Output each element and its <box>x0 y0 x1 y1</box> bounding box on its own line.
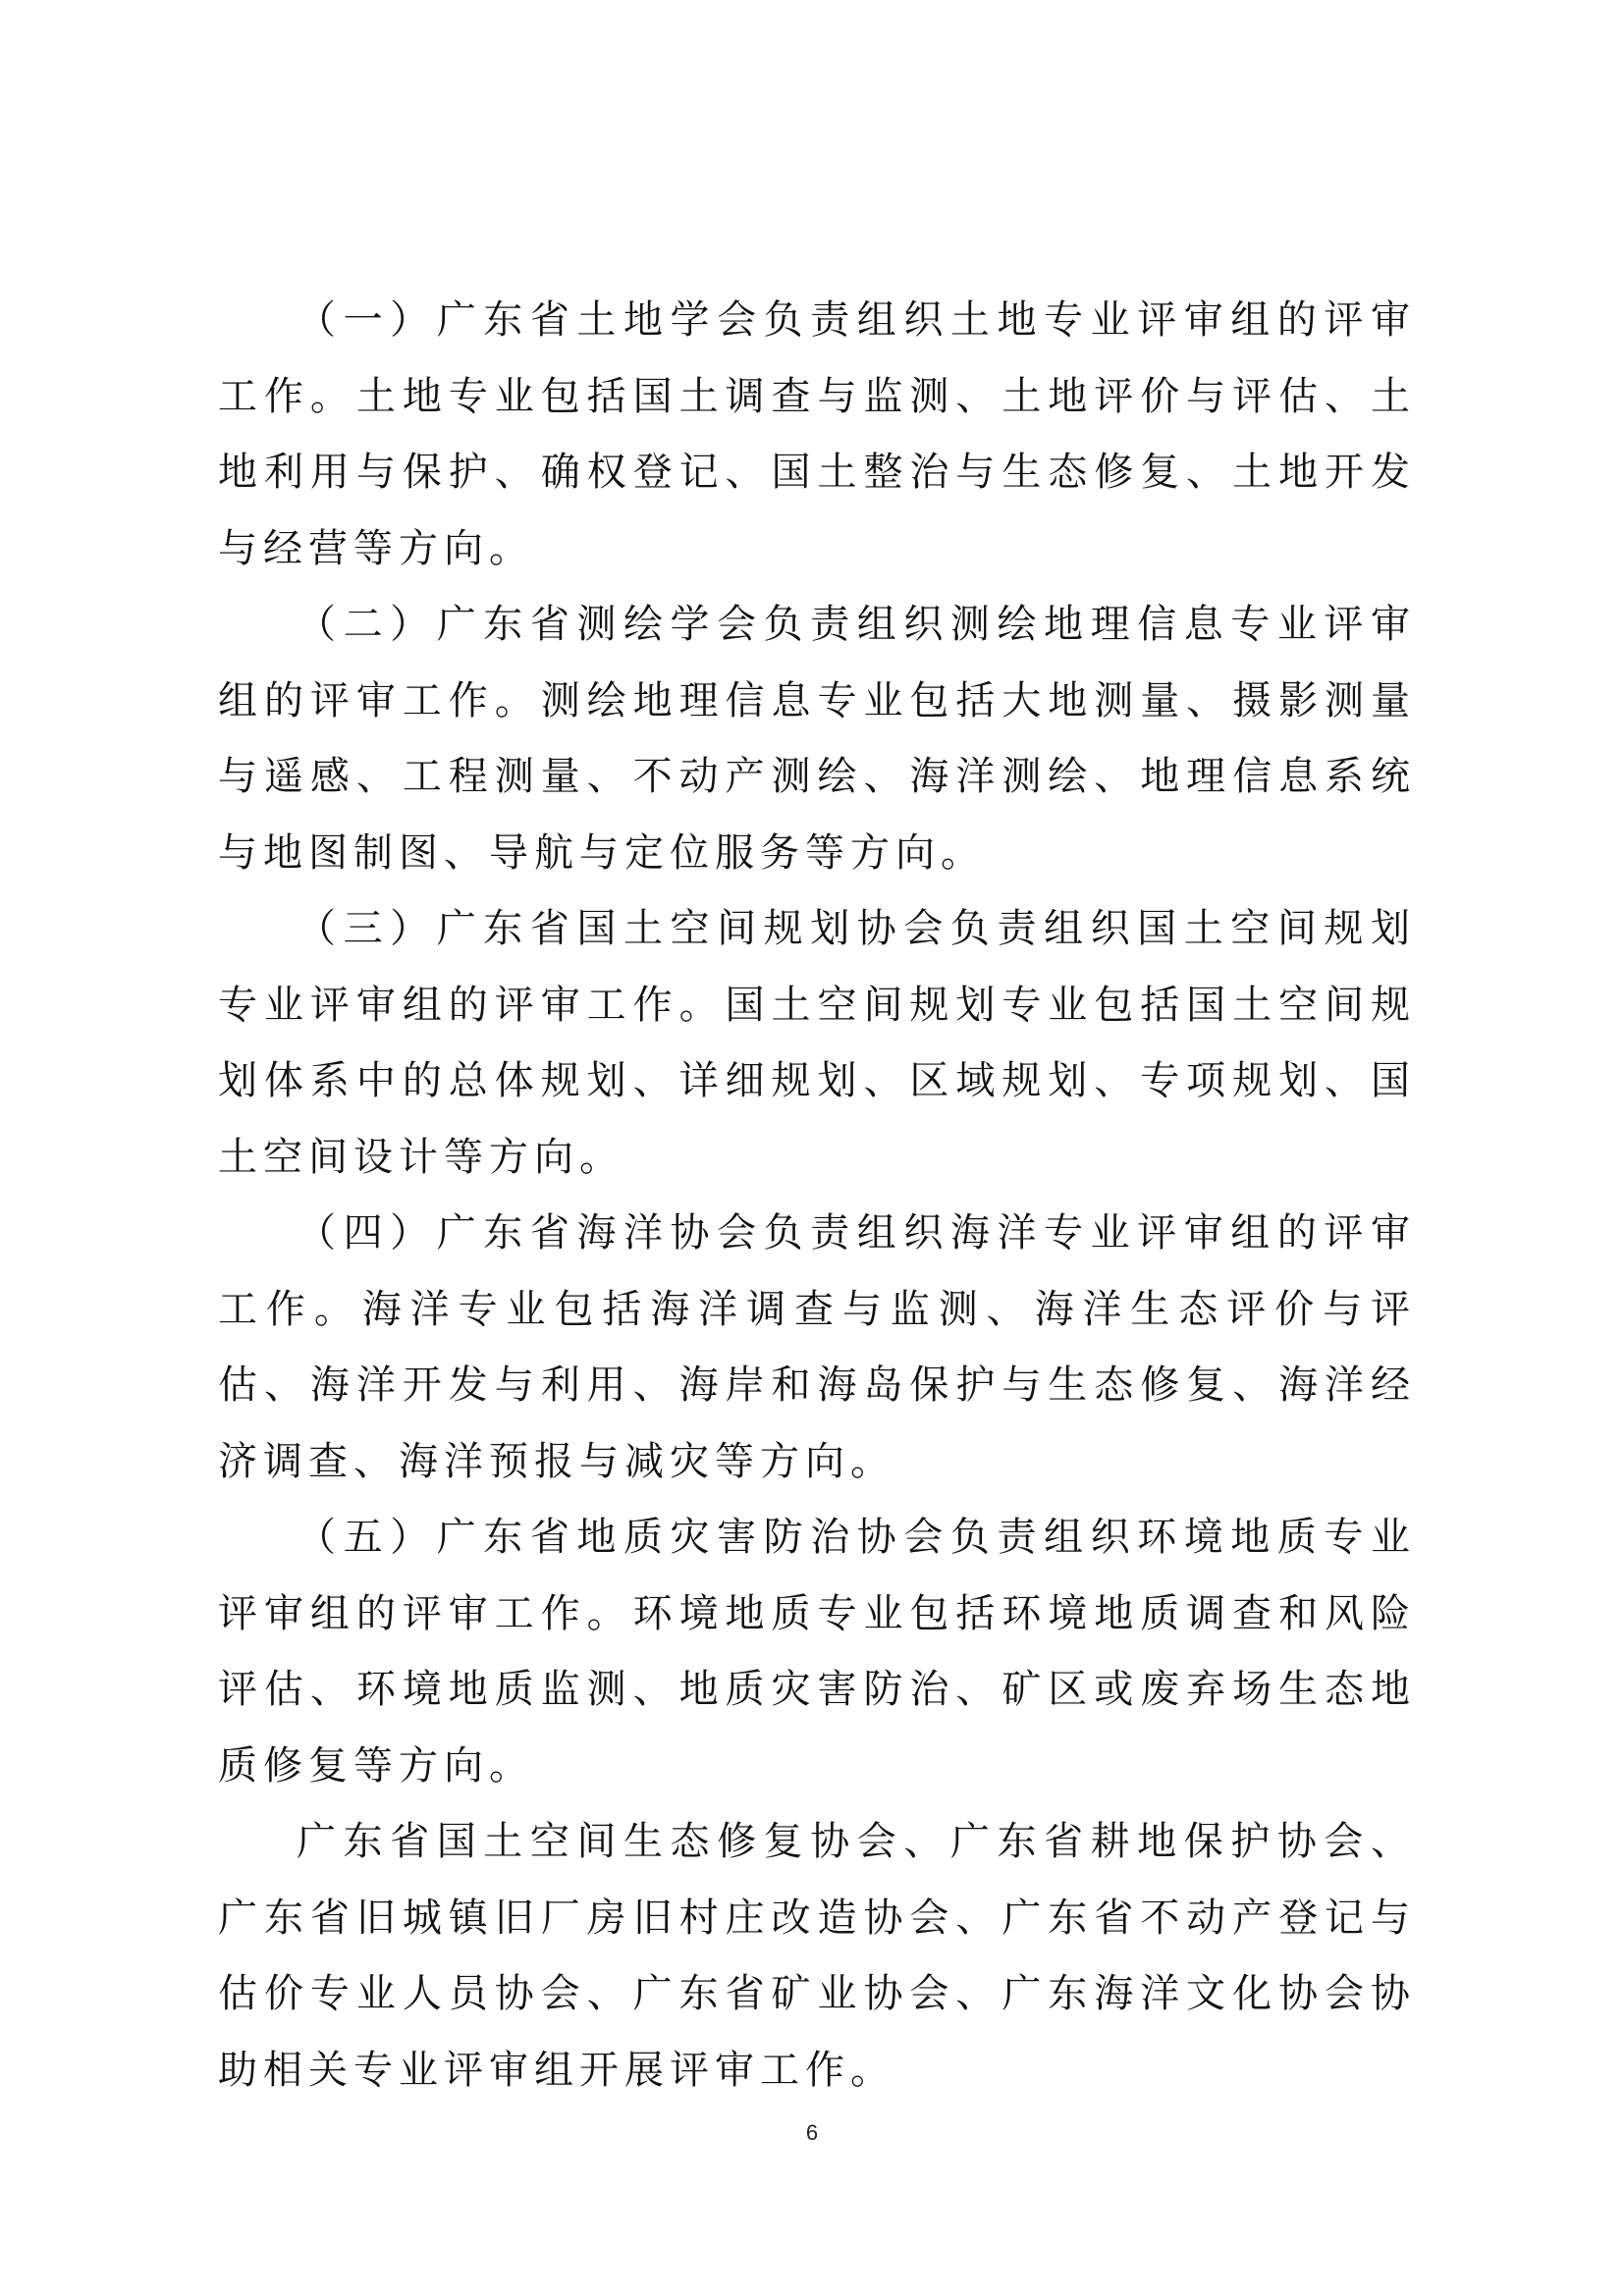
paragraph-spatial-planning-review-group: （三）广东省国土空间规划协会负责组织国土空间规划专业评审组的评审工作。国土空间规划专业包括国土空间规划体系中的总体规划、详细规划、区域规划、专项规划、国土空间设计等方向。 <box>218 906 1416 1180</box>
paragraph-assisting-associations: 广东省国土空间生态修复协会、广东省耕地保护协会、广东省旧城镇旧厂房旧村庄改造协会、广东省不动产登记与估价专业人员协会、广东省矿业协会、广东海洋文化协会协助相关专业评审组开展评审工作。 <box>218 1819 1416 2093</box>
document-body <box>218 283 1416 2109</box>
paragraph-surveying-review-group: （二）广东省测绘学会负责组织测绘地理信息专业评审组的评审工作。测绘地理信息专业包括大地测量、摄影测量与遥感、工程测量、不动产测绘、海洋测绘、地理信息系统与地图制图、导航与定位服务等方向。 <box>218 602 1416 876</box>
paragraph-ocean-review-group: （四）广东省海洋协会负责组织海洋专业评审组的评审工作。海洋专业包括海洋调查与监测、海洋生态评价与评估、海洋开发与利用、海岸和海岛保护与生态修复、海洋经济调查、海洋预报与减灾等方向。 <box>218 1210 1416 1484</box>
page-number: 6 <box>805 2120 819 2145</box>
paragraph-environmental-geology-review-group: （五）广东省地质灾害防治协会负责组织环境地质专业评审组的评审工作。环境地质专业包括环境地质调查和风险评估、环境地质监测、地质灾害防治、矿区或废弃场生态地质修复等方向。 <box>218 1515 1416 1789</box>
paragraph-land-review-group: （一）广东省土地学会负责组织土地专业评审组的评审工作。土地专业包括国土调查与监测、土地评价与评估、土地利用与保护、确权登记、国土整治与生态修复、土地开发与经营等方向。 <box>218 297 1416 571</box>
